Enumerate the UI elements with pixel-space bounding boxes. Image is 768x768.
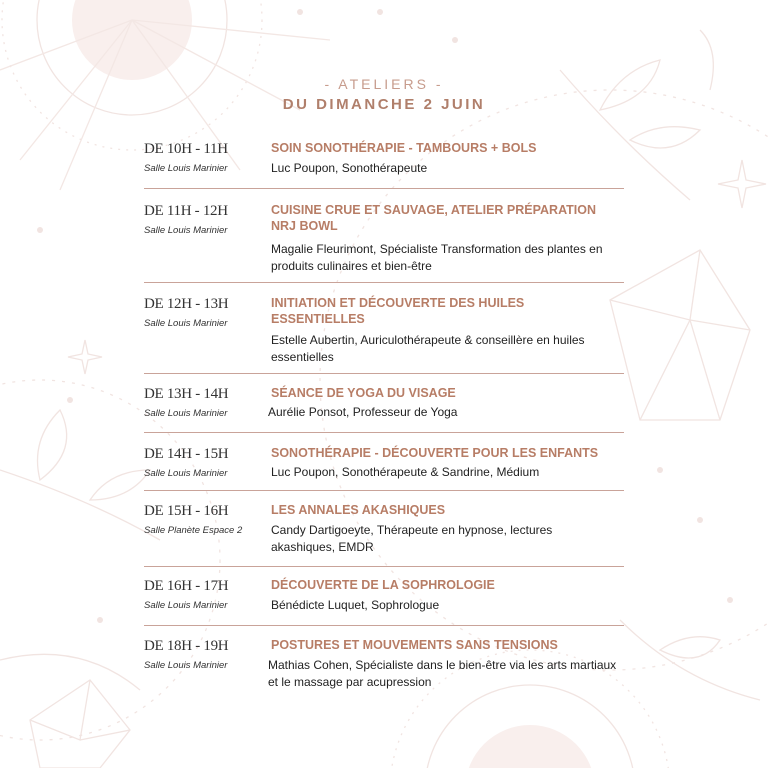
divider bbox=[144, 373, 624, 374]
workshop-room: Salle Louis Marinier bbox=[144, 408, 228, 419]
workshop-room: Salle Planète Espace 2 bbox=[144, 525, 243, 536]
workshop-title: CUISINE CRUE ET SAUVAGE, ATELIER PRÉPARATION NRJ BOWL bbox=[271, 203, 597, 233]
workshop-time: DE 10H - 11H bbox=[144, 141, 228, 157]
workshop-time: DE 13H - 14H bbox=[144, 386, 229, 402]
crystal-bottom-icon bbox=[30, 680, 130, 768]
workshop-title: SONOTHÉRAPIE - DÉCOUVERTE POUR LES ENFANTS bbox=[271, 446, 599, 460]
workshop-speaker: Aurélie Ponsot, Professeur de Yoga bbox=[268, 405, 458, 419]
divider bbox=[144, 282, 624, 283]
workshop-time: DE 11H - 12H bbox=[144, 203, 228, 219]
workshop-speaker: Magalie Fleurimont, Spécialiste Transformation des plantes en produits culinaires et bien-être bbox=[271, 242, 603, 273]
divider bbox=[144, 566, 624, 567]
workshop-title: SÉANCE DE YOGA DU VISAGE bbox=[271, 386, 456, 400]
sun-top-icon bbox=[72, 0, 192, 80]
divider bbox=[144, 188, 624, 189]
workshop-title: DÉCOUVERTE DE LA SOPHROLOGIE bbox=[271, 578, 495, 592]
workshop-title: LES ANNALES AKASHIQUES bbox=[271, 503, 446, 517]
workshop-room: Salle Louis Marinier bbox=[144, 600, 228, 611]
divider bbox=[144, 625, 624, 626]
workshop-title: SOIN SONOTHÉRAPIE - TAMBOURS + BOLS bbox=[271, 141, 537, 155]
header-subtitle: - ATELIERS - bbox=[324, 76, 444, 92]
sparkle-icon bbox=[68, 340, 102, 374]
workshop-title: POSTURES ET MOUVEMENTS SANS TENSIONS bbox=[271, 638, 558, 652]
workshop-time: DE 14H - 15H bbox=[144, 446, 229, 462]
workshop-speaker: Estelle Aubertin, Auriculothérapeute & conseillère en huiles essentielles bbox=[271, 333, 585, 364]
workshop-speaker: Bénédicte Luquet, Sophrologue bbox=[271, 598, 440, 612]
workshop-room: Salle Louis Marinier bbox=[144, 225, 228, 236]
workshop-room: Salle Louis Marinier bbox=[144, 163, 228, 174]
workshop-speaker: Luc Poupon, Sonothérapeute & Sandrine, Médium bbox=[271, 465, 540, 479]
page-title: DU DIMANCHE 2 JUIN bbox=[282, 96, 486, 113]
sun-bottom-icon bbox=[465, 725, 595, 768]
divider bbox=[144, 490, 624, 491]
workshop-time: DE 15H - 16H bbox=[144, 503, 229, 519]
workshop-time: DE 16H - 17H bbox=[144, 578, 229, 594]
workshop-room: Salle Louis Marinier bbox=[144, 318, 228, 329]
workshop-room: Salle Louis Marinier bbox=[144, 660, 228, 671]
sparkle-icon bbox=[718, 160, 766, 208]
workshop-room: Salle Louis Marinier bbox=[144, 468, 228, 479]
workshop-speaker: Mathias Cohen, Spécialiste dans le bien-être via les arts martiaux et le massage par acupression bbox=[268, 658, 617, 689]
workshop-time: DE 18H - 19H bbox=[144, 638, 229, 654]
workshop-speaker: Candy Dartigoeyte, Thérapeute en hypnose, lectures akashiques, EMDR bbox=[271, 523, 553, 554]
workshop-speaker: Luc Poupon, Sonothérapeute bbox=[271, 161, 428, 175]
workshop-title: INITIATION ET DÉCOUVERTE DES HUILES ESSENTIELLES bbox=[271, 296, 525, 326]
crystal-icon bbox=[610, 250, 750, 420]
divider bbox=[144, 432, 624, 433]
workshop-time: DE 12H - 13H bbox=[144, 296, 229, 312]
